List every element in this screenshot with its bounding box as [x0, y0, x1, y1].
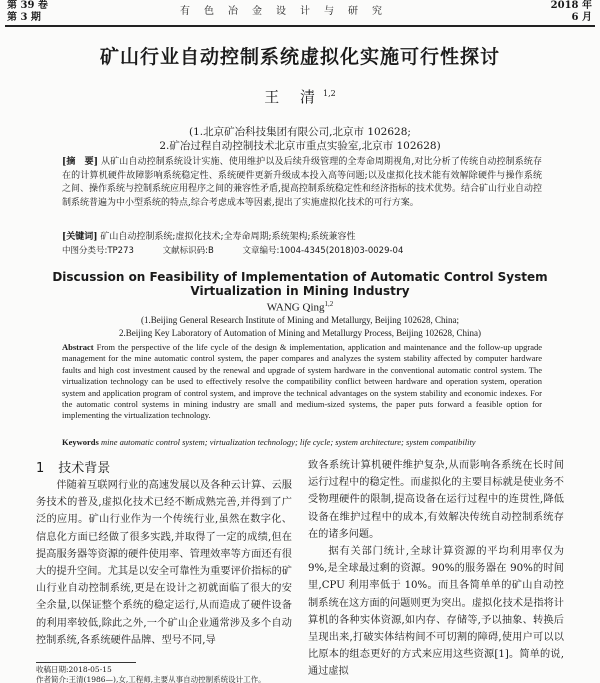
year-label: 2018 年 — [550, 0, 592, 11]
affiliation-1: (1.北京矿冶科技集团有限公司,北京市 102628; — [189, 126, 411, 138]
keywords-cn-label: [关键词] — [62, 232, 98, 242]
body-paragraph: 伴随着互联网行业的高速发展以及各种云计算、云服务技术的普及,虚拟化技术已经不断成熟完善,并得到了广泛的应用。矿山行业作为一个传统行业,虽然在数字化、信息化方面已经做了很多实践,并取得了一定的成绩,但在提高服务器等资源的硬件使用率、管理效率等方面还有很大的提升空间。尤其是以安全可靠性为重要评价指标的矿山行业自动控制系统,更是在设计之初就面临了很大的安全余量,以保证整个系统的稳定运行,从而造成了硬件设备的利用率较低,除此之外,一个矿山企业通常涉及多个自动控制系统,各系统硬件品牌、型号不同,导 — [36, 480, 292, 646]
author-name: 王 清 — [264, 88, 324, 106]
body-paragraph-continued: 致各系统计算机硬件维护复杂,从而影响各系统在长时间运行过程中的稳定性。而虚拟化的主要目标就是使业务不受物理硬件的限制,提高设备在运行过程中的连贯性,降低设备在维护过程中的成本,有效解决传统自动控制系统存在的诸多问题。 — [308, 460, 564, 540]
affiliation-en-1: (1.Beijing General Research Institute of Mining and Metallurgy, Beijing 102628, China; — [141, 315, 459, 325]
volume-label: 第 39 卷 — [7, 0, 48, 11]
keywords-cn — [62, 231, 542, 244]
title-en-line-1: Discussion on Feasibility of Implementation of Automatic Control System — [52, 270, 548, 284]
keywords-en-text: mine automatic control system; virtualization technology; life cycle; system architecture; system compatibility — [100, 437, 476, 447]
affiliation-2: 2.矿冶过程自动控制技术北京市重点实验室,北京市 102628) — [159, 140, 441, 152]
keywords-en-label: Keywords — [62, 437, 99, 447]
footnote-divider — [36, 662, 136, 663]
abstract-en-text: From the perspective of the life cycle of the design & implementation, application and maintenance and the follow-up upgrade management for the mine automatic control system, the paper compares and analyzes the system stability affected by computer hardware faults and high cost investment caused by the renewal and upgrade of system hardware in the conventional automatic control system. The virtualization technology can be used to effectively resolve the compatibility conflict between hardware and operation system, operation system and application program of control system, and improve the technical advantages on the system stability and economic indexes. For the automatic control systems in mining industry are small and medium-sized systems, the paper puts forward a feasible option for implementing the virtualization technology. — [62, 342, 543, 421]
body-column-right — [308, 457, 564, 681]
issue-label: 第 3 期 — [7, 12, 41, 23]
title-en-line-2: Virtualization in Mining Industry — [190, 284, 410, 298]
month-label: 6 月 — [571, 12, 592, 23]
section-number: 1 — [36, 461, 45, 476]
abstract-cn — [62, 156, 542, 210]
abstract-cn-label: [摘 要] — [62, 157, 99, 167]
document-code: 文献标识码:B — [162, 246, 214, 256]
keywords-cn-text: 矿山自动控制系统;虚拟化技术;全寿命周期;系统架构;系统兼容性 — [100, 232, 356, 242]
section-heading — [36, 457, 110, 476]
author-affiliation-marker: 1,2 — [323, 89, 336, 98]
classification-info — [62, 245, 542, 257]
journal-volume-issue — [7, 0, 48, 24]
author-name-en: WANG Qing — [266, 301, 325, 314]
abstract-en — [62, 342, 542, 422]
received-date: 收稿日期:2018-05-15 — [36, 665, 112, 674]
author-line-en — [0, 300, 600, 314]
journal-date — [551, 0, 592, 24]
paper-title: 矿山行业自动控制系统虚拟化实施可行性探讨 — [99, 46, 500, 68]
section-title: 技术背景 — [58, 461, 111, 476]
clc-number: 中图分类号:TP273 — [62, 246, 134, 256]
keywords-en — [62, 437, 542, 448]
journal-name: 有色冶金设计与研究 — [180, 6, 396, 17]
author-en-affiliation-marker: 1,2 — [324, 300, 334, 308]
footnote — [36, 665, 292, 683]
body-column-left — [36, 477, 292, 649]
author-line — [0, 86, 600, 107]
author-bio: 作者简介:王清(1986—),女,工程师,主要从事自动控制系统设计工作。 — [36, 675, 266, 683]
abstract-en-label: Abstract — [62, 342, 94, 352]
abstract-cn-text: 从矿山自动控制系统设计实施、使用维护以及后续升级管理的全寿命周期视角,对比分析了传统自动控制系统存在的计算机硬件故障影响系统稳定性、系统硬件更新升级成本投入高等问题;以及虚拟化技术能有效解除硬件与操作系统之间、操作系统与控制系统应用程序之间的兼容性矛盾,提高控制系统稳定性和经济指标的技术优势。结合矿山行业自动控制系统普遍为中小型系统的特点,综合考虑成本等因素,提出了实施虚拟化技术的可行方案。 — [62, 157, 542, 208]
paper-title-en — [0, 270, 600, 298]
body-paragraph: 据有关部门统计,全球计算资源的平均利用率仅为 9%,是全球最过剩的资源。90%的服务器在 90%的时间里,CPU 利用率低于 10%。而且各简单单的矿山自动控制系统在这方面的问题则更为突出。虚拟化技术是指将计算机的各种实体资源,如内存、存储等,予以抽象、转换后呈现出来,打破实体结构间不可切割的障碍,使用户可以以比原本的组态更好的方式来应用这些资源[1]。简单的说,通过虚拟 — [308, 546, 564, 678]
header-divider — [5, 25, 595, 27]
affiliation-en-2: 2.Beijing Key Laboratory of Automation of Mining and Metallurgy Process, Beijing 102628, China) — [118, 328, 482, 338]
article-number: 文章编号:1004-4345(2018)03-0029-04 — [242, 246, 404, 256]
